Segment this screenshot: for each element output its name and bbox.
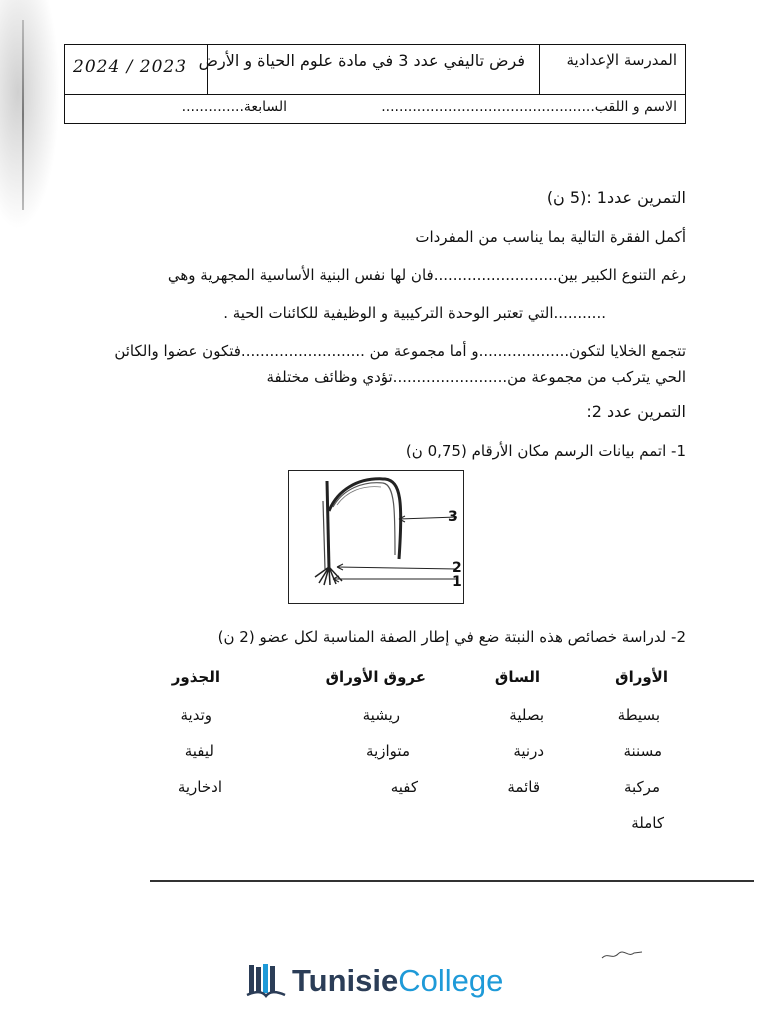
scan-shadow <box>0 0 60 230</box>
brand-name-part2: College <box>398 963 504 998</box>
exercise1-line-4: الحي يتركب من مجموعة من........................تؤدي وظائف مختلفة <box>266 368 686 386</box>
year-cell <box>65 45 209 94</box>
exercise1-line-2: ...........التي تعتبر الوحدة التركيبية و الوظيفية للكائنات الحية . <box>223 304 606 322</box>
tunisiecollege-logo <box>246 958 503 1004</box>
header-row-top <box>65 45 685 95</box>
student-name-field: الاسم و اللقب................................................ <box>381 99 677 115</box>
scan-edge-line <box>22 20 24 210</box>
exercise2-question-1: 1- اتمم بيانات الرسم مكان الأرقام (0,75 ن) <box>405 442 686 460</box>
option-leaves-3: مركبة <box>623 778 660 796</box>
column-header-stem: الساق <box>494 668 540 686</box>
option-leaves-4: كاملة <box>631 814 664 832</box>
option-leaves-1: بسيطة <box>617 706 660 724</box>
option-leaves-2: مسننة <box>623 742 662 760</box>
option-stem-1: بصلية <box>509 706 544 724</box>
option-veins-1: ريشية <box>362 706 400 724</box>
school-cell <box>539 45 685 94</box>
exercise1-title: التمرين عدد1 :(5 ن) <box>546 188 686 207</box>
exercise1-instruction: أكمل الفقرة التالية بما يناسب من المفردات <box>415 228 686 246</box>
option-roots-3: ادخارية <box>177 778 222 796</box>
page-bottom-rule <box>150 880 754 882</box>
figure-label-2: 2 <box>452 560 462 576</box>
option-roots-1: وتدية <box>180 706 212 724</box>
brand-name-part1: Tunisie <box>292 963 399 998</box>
option-veins-3: كفيه <box>390 778 418 796</box>
class-field: السابعة.............. <box>181 99 287 115</box>
exam-title-cell <box>198 45 539 94</box>
option-stem-2: درنية <box>513 742 544 760</box>
option-veins-2: متوازية <box>366 742 410 760</box>
school-name: المدرسة الإعدادية <box>566 51 677 69</box>
plant-diagram <box>288 470 464 604</box>
pen-scribble <box>600 948 644 962</box>
figure-label-3: 3 <box>448 509 458 525</box>
exam-header-table <box>64 44 686 124</box>
exercise2-question-2: 2- لدراسة خصائص هذه النبتة ضع في إطار الصفة المناسبة لكل عضو (2 ن) <box>217 628 686 646</box>
option-roots-2: ليفية <box>184 742 214 760</box>
school-year: 2024 / 2023 <box>73 57 188 77</box>
column-header-leaves: الأوراق <box>615 668 668 686</box>
column-header-veins: عروق الأوراق <box>325 668 426 686</box>
option-stem-3: قائمة <box>507 778 540 796</box>
exercise1-line-3: تتجمع الخلايا لتكون...................و أما مجموعة من ..........................فتكون عضوا والكائن <box>114 342 686 360</box>
figure-label-1: 1 <box>452 574 462 590</box>
column-header-roots: الجذور <box>171 668 220 686</box>
exercise2-title: التمرين عدد 2: <box>586 402 686 421</box>
plant-drawing <box>289 471 462 602</box>
book-logo-icon <box>246 961 286 1001</box>
exam-title: فرض تاليفي عدد 3 في مادة علوم الحياة و الأرض <box>198 51 525 70</box>
exercise1-line-1: رغم التنوع الكبير بين..........................فان لها نفس البنية الأساسية المجهرية وهي <box>167 266 686 284</box>
